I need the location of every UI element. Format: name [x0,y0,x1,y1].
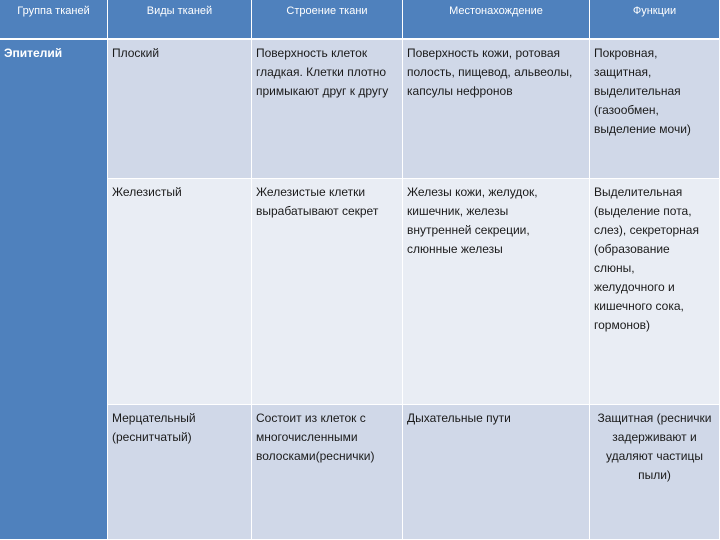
row3-type: Мерцательный (реснитчатый) [108,405,252,540]
row2-type: Железистый [108,179,252,405]
row3-function: Защитная (реснички задерживают и удаляют частицы пыли) [590,405,720,540]
row2-structure: Железистые клетки вырабатывают секрет [252,179,403,405]
row1-location: Поверхность кожи, ротовая полость, пищевод, альвеолы, капсулы нефронов [403,40,590,179]
row3-structure: Состоит из клеток с многочисленными волосками(реснички) [252,405,403,540]
row1-structure: Поверхность клеток гладкая. Клетки плотно примыкают друг к другу [252,40,403,179]
header-tissue-type: Виды тканей [108,0,252,40]
row1-function: Покровная, защитная, выделительная (газообмен, выделение мочи) [590,40,720,179]
row2-location: Железы кожи, желудок, кишечник, железы внутренней секреции, слюнные железы [403,179,590,405]
header-tissue-group: Группа тканей [0,0,108,40]
row2-function: Выделительная (выделение пота, слез), секреторная (образование слюны, желудочного и кишечного сока, гормонов) [590,179,720,405]
header-tissue-structure: Строение ткани [252,0,403,40]
group-cell-epithelium: Эпителий [0,40,108,540]
row3-location: Дыхательные пути [403,405,590,540]
header-location: Местонахождение [403,0,590,40]
header-functions: Функции [590,0,720,40]
row1-type: Плоский [108,40,252,179]
